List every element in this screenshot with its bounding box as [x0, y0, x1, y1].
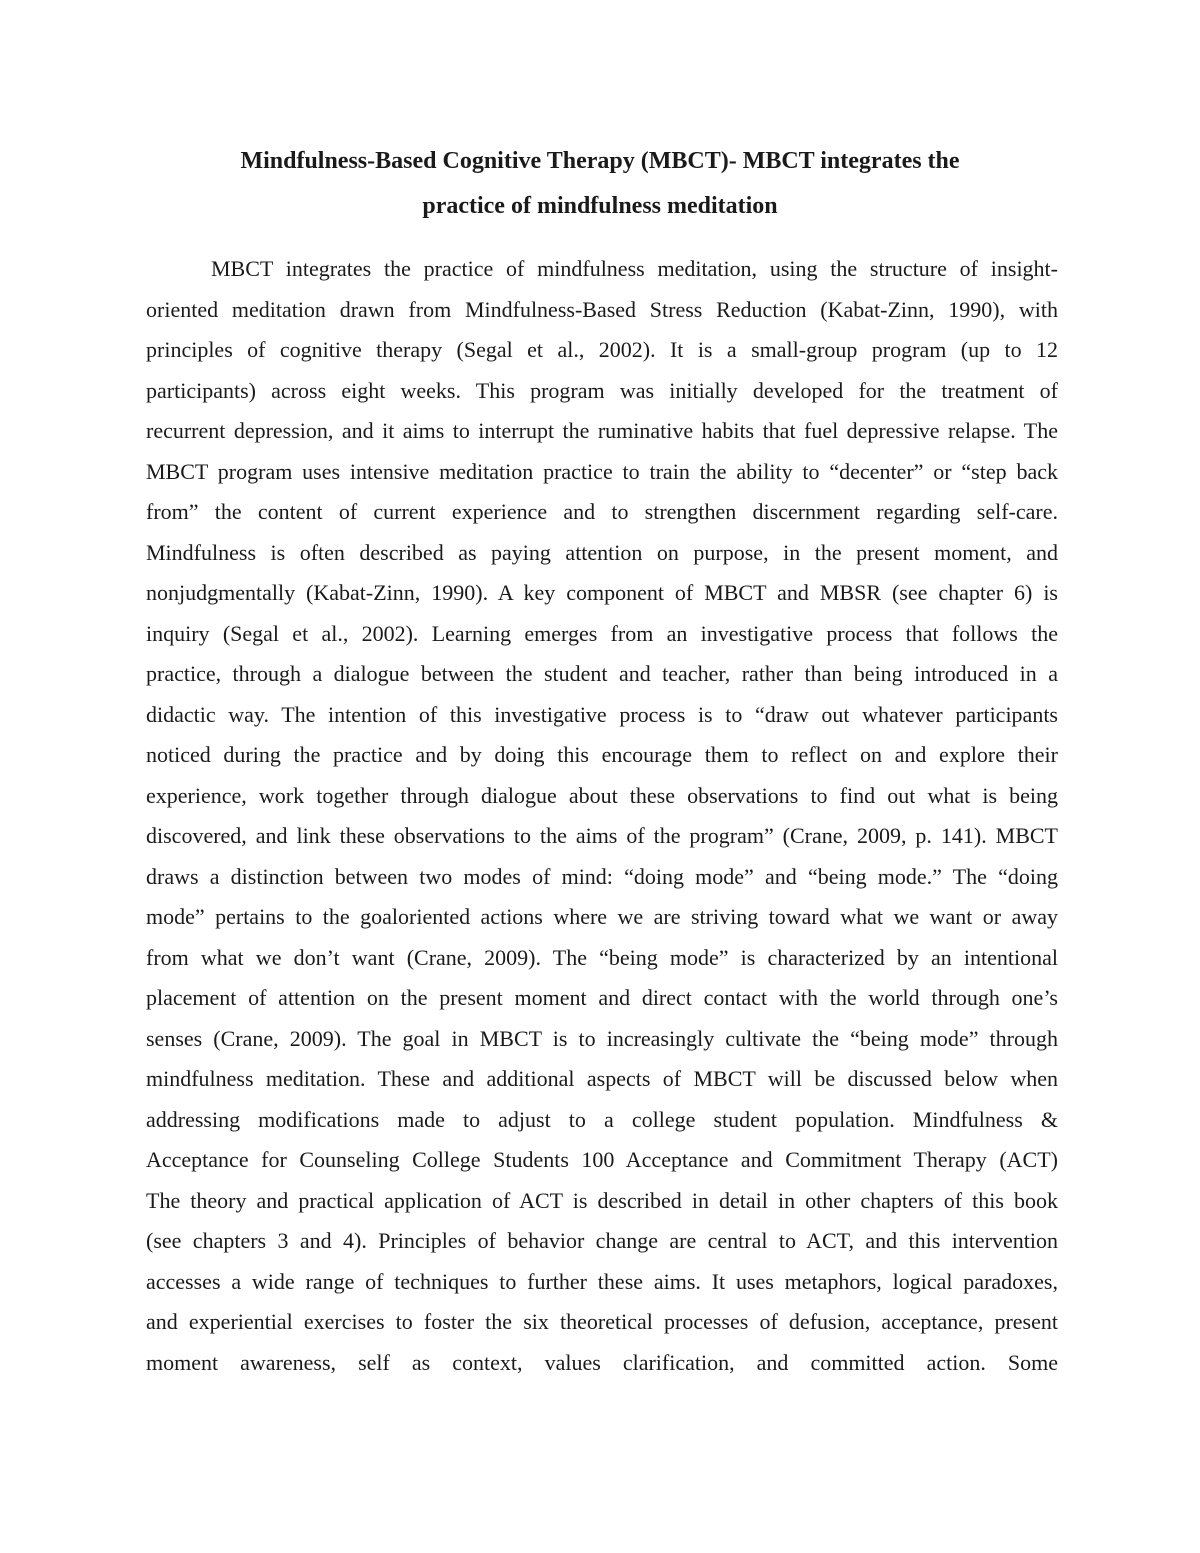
paragraph-line: accesses a wide range of techniques to further these aims. It uses metaphors, logical paradoxes, [146, 1269, 1058, 1294]
paragraph-line: participants) across eight weeks. This program was initially developed for the treatment of [146, 378, 1058, 403]
paragraph-line: MBCT program uses intensive meditation practice to train the ability to “decenter” or “step back [146, 459, 1058, 484]
paragraph-line: experience, work together through dialogue about these observations to find out what is being [146, 783, 1058, 808]
paragraph-line: addressing modifications made to adjust to a college student population. Mindfulness & [146, 1107, 1058, 1132]
paragraph-line: Mindfulness is often described as paying attention on purpose, in the present moment, and [146, 540, 1058, 565]
document-title-line-1: Mindfulness-Based Cognitive Therapy (MBCT)- MBCT integrates the [240, 148, 960, 174]
paragraph-line: practice, through a dialogue between the student and teacher, rather than being introduced in a [146, 661, 1058, 686]
paragraph-line: principles of cognitive therapy (Segal et al., 2002). It is a small-group program (up to 12 [146, 337, 1058, 362]
paragraph-line: MBCT integrates the practice of mindfulness meditation, using the structure of insight- [211, 256, 1058, 281]
document-title-line-2: practice of mindfulness meditation [422, 193, 778, 219]
paragraph-line: (see chapters 3 and 4). Principles of behavior change are central to ACT, and this intervention [146, 1228, 1058, 1253]
paragraph-line: and experiential exercises to foster the six theoretical processes of defusion, acceptance, present [146, 1309, 1058, 1334]
paragraph-line: noticed during the practice and by doing this encourage them to reflect on and explore their [146, 742, 1058, 767]
paragraph-line: draws a distinction between two modes of mind: “doing mode” and “being mode.” The “doing [146, 864, 1058, 889]
paragraph-line: nonjudgmentally (Kabat-Zinn, 1990). A key component of MBCT and MBSR (see chapter 6) is [146, 580, 1058, 605]
paragraph-line: from what we don’t want (Crane, 2009). The “being mode” is characterized by an intentional [146, 945, 1058, 970]
paragraph-line: Acceptance for Counseling College Students 100 Acceptance and Commitment Therapy (ACT) [146, 1147, 1058, 1172]
paragraph-line: placement of attention on the present moment and direct contact with the world through one’s [146, 985, 1058, 1010]
paragraph-line: from” the content of current experience and to strengthen discernment regarding self-care. [146, 499, 1058, 524]
paragraph-line: moment awareness, self as context, values clarification, and committed action. Some [146, 1350, 1058, 1375]
paragraph-line: inquiry (Segal et al., 2002). Learning emerges from an investigative process that follows the [146, 621, 1058, 646]
paragraph-line: oriented meditation drawn from Mindfulness-Based Stress Reduction (Kabat-Zinn, 1990), with [146, 297, 1058, 322]
paragraph-line: mode” pertains to the goaloriented actions where we are striving toward what we want or away [146, 904, 1058, 929]
paragraph-line: The theory and practical application of ACT is described in detail in other chapters of this book [146, 1188, 1058, 1213]
paragraph-line: mindfulness meditation. These and additional aspects of MBCT will be discussed below when [146, 1066, 1058, 1091]
paragraph-line: senses (Crane, 2009). The goal in MBCT is to increasingly cultivate the “being mode” through [146, 1026, 1058, 1051]
paragraph-line: recurrent depression, and it aims to interrupt the ruminative habits that fuel depressive relapse. The [146, 418, 1058, 443]
paragraph-line: discovered, and link these observations to the aims of the program” (Crane, 2009, p. 141). MBCT [146, 823, 1058, 848]
paragraph-line: didactic way. The intention of this investigative process is to “draw out whatever participants [146, 702, 1058, 727]
